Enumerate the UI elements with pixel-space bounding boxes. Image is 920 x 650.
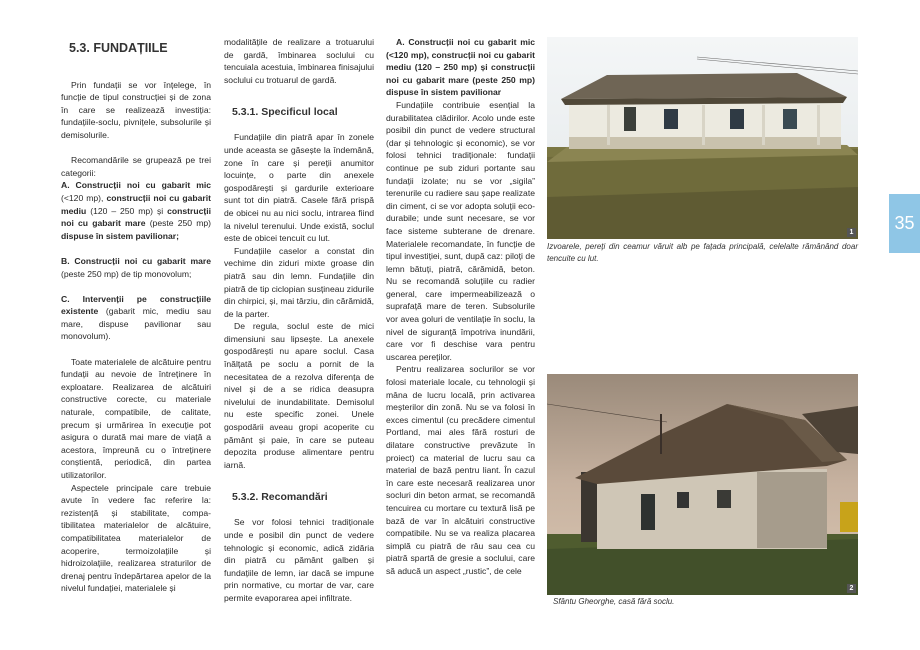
paragraph: De regula, soclul este de mici dimensiuni sau lipsește. La anexele gospodărești nu apare soclul. Casa înălțată pe soclu a pornit de la necesitatea de a rezolva diferența de nivel și de a se ridica deasupra nivelului de inundabilitate. Demisolul nu este specific zonei. Unele gospodării aveau gropi acoperite cu pământ și paie, în care se puteau depozita produse alimentare pentru iarnă. [224,321,374,470]
category-heading: A. Construcții noi cu gabarit mic (<120 mp), construcții noi cu gabarit mediu (120 – 250 mp) și construcții noi cu gabarit mare (peste 250 mp) dispuse în sistem pavilionar [386,37,535,98]
paragraph: modalitățile de realizare a trotuarului de gardă, îmbinarea soclului cu tencuiala acestuia, îmbinarea finisajului soclului cu trotuarul de gardă. [224,37,374,85]
photo-house-izvoarele [547,37,858,239]
paragraph: Toate materialele de alcătuire pentru fundații au nevoie de întreținere în exploatare. Realizarea de alcătuiri constructive corecte, cu materiale naturale, compatibile, de calitate, precum și urmărirea în execuție pot asigura o durată mai mare de viață a acestora, împreună cu o întreținere conștientă, periodică, din partea utilizatorilor. [61,356,211,480]
page-number-tab: 35 [889,194,920,253]
category-b: B. Construcții noi cu gabarit mare (peste 250 mp) de tip monovolum; [61,255,211,279]
figure-number: 2 [847,584,856,593]
text-column-3 [386,36,535,578]
house-photo-illustration [547,374,858,595]
text-column-2 [224,36,374,605]
paragraph: Fundațiile caselor a constat din vechime din ziduri mixte groase din piatră sau din lemn. Fundațiile din piatră de tip ciclopian susțineau zidurile din chirpici, și, mai târziu, din cărămidă, de la parter. [224,245,374,319]
subsection-title: 5.3.2. Recomandări [232,491,328,504]
category-c: C. Intervenții pe construcțiile existente (gabarit mic, mediu sau mare, dispuse pavilionar sau monovolum). [61,293,211,342]
paragraph: Aspectele principale care trebuie avute în vedere fac referire la: rezistență și stabilitate, compa-tibilitatea materialelor de alcătuire, compatibilitatea materialelor de acoperire, termoizolațiile și hidroizolațiile, realizarea straturilor de drenaj pentru îndepărtarea apelor de la nivelul fundației, materialele și [61,482,211,594]
paragraph: Fundațiile din piatră apar în zonele unde aceasta se găsește la îndemână, zone în care și pereții anumitor locuințe, o parte din anexele gospodărești și gardurile exterioare sunt tot din piatră. Casele fără prispă de obicei nu au nici soclu, intrarea fiind la nivelul terenului. Unde există, soclul este de obicei tencuit cu lut. [224,132,374,244]
section-title: 5.3. FUNDAȚIILE [69,41,168,55]
category-a: A. Construcții noi cu gabarit mic (<120 mp), construcții noi cu gabarit mediu (120 – 250 mp) și construcții noi cu gabarit mare (peste 250 mp) dispuse în sistem pavilionar; [61,180,211,241]
house-photo-illustration [547,37,858,239]
figure-caption: Izvoarele, pereți din ceamur văruit alb pe fațada principală, celelalte rămânând doar tencuite cu lut. [547,242,858,263]
figure-number: 1 [847,228,856,237]
figure-caption: Sfântu Gheorghe, casă fără soclu. [553,597,675,606]
paragraph: Pentru realizarea soclurilor se vor folosi materiale locale, cu tehnologii și mâna de lucru locală, prin activarea meșterilor din zonă. Nu se va folosi în exces cimentul (cu precădere cimentul Portland, mai ales fără rosturi de dilatare constructive prevăzute în proiect) ca material de lucru sau ca material de bază pentru liant. În cazul în care este necesară realizarea unor socluri din beton armat, se recomandă tencuirea cu mortare cu textură lisă pe bază de var în alcătuiri constructive compatibile. Nu se va realiza placarea simplă cu piatră de râu sau cea cu piatră spartă de gresie a soclului, care să aducă un aspect „rustic”, de cele [386,364,535,576]
text-column-1 [61,36,211,595]
paragraph: Recomandările se grupează pe trei categorii: [61,155,211,178]
paragraph: Fundațiile contribuie esențial la durabilitatea clădirilor. Acolo unde este posibil din punct de vedere structural (dar și tehnologic și economic), se vor folosi tehnici tradiționale: fundații continue pe sub ziduri portante sau fundații izolate; nu se vor „sigila” terenurile cu radiere sau șape realizate din ciment, ci se vor adopta soluții eco-durabile; unde sunt necesare, se vor face sisteme subterane de drenare. Materialele recomandate, în funcție de tipul investiției, sunt, după caz: piloți de lemn bătuți, piatră, cărămidă, beton. Nu se recomandă soluțiile cu radier general, care impermeabilizează o suprafață mare de teren. Subsolurile vor avea goluri de ventilație în soclu, la nivel de siguranță împotriva inundării, care vor fi deschise vara pentru uscarea pereților. [386,99,535,362]
subsection-title: 5.3.1. Specificul local [232,106,338,119]
paragraph: Se vor folosi tehnici tradiționale unde e posibil din punct de vedere tehnologic și economic, adică zidăria din piatră cu pământ galben și fundațiile de lemn, iar dacă se impune prin normative, cu mortar de var, care permite evaporarea apei infiltrate. [224,517,374,603]
photo-house-sfantu-gheorghe [547,374,858,595]
paragraph: Prin fundații se vor înțelege, în funcție de tipul construcției și de zona în care se realizează investiția: fundațiile-soclu, pivnițele, subsolurile și demisolurile. [61,79,211,140]
